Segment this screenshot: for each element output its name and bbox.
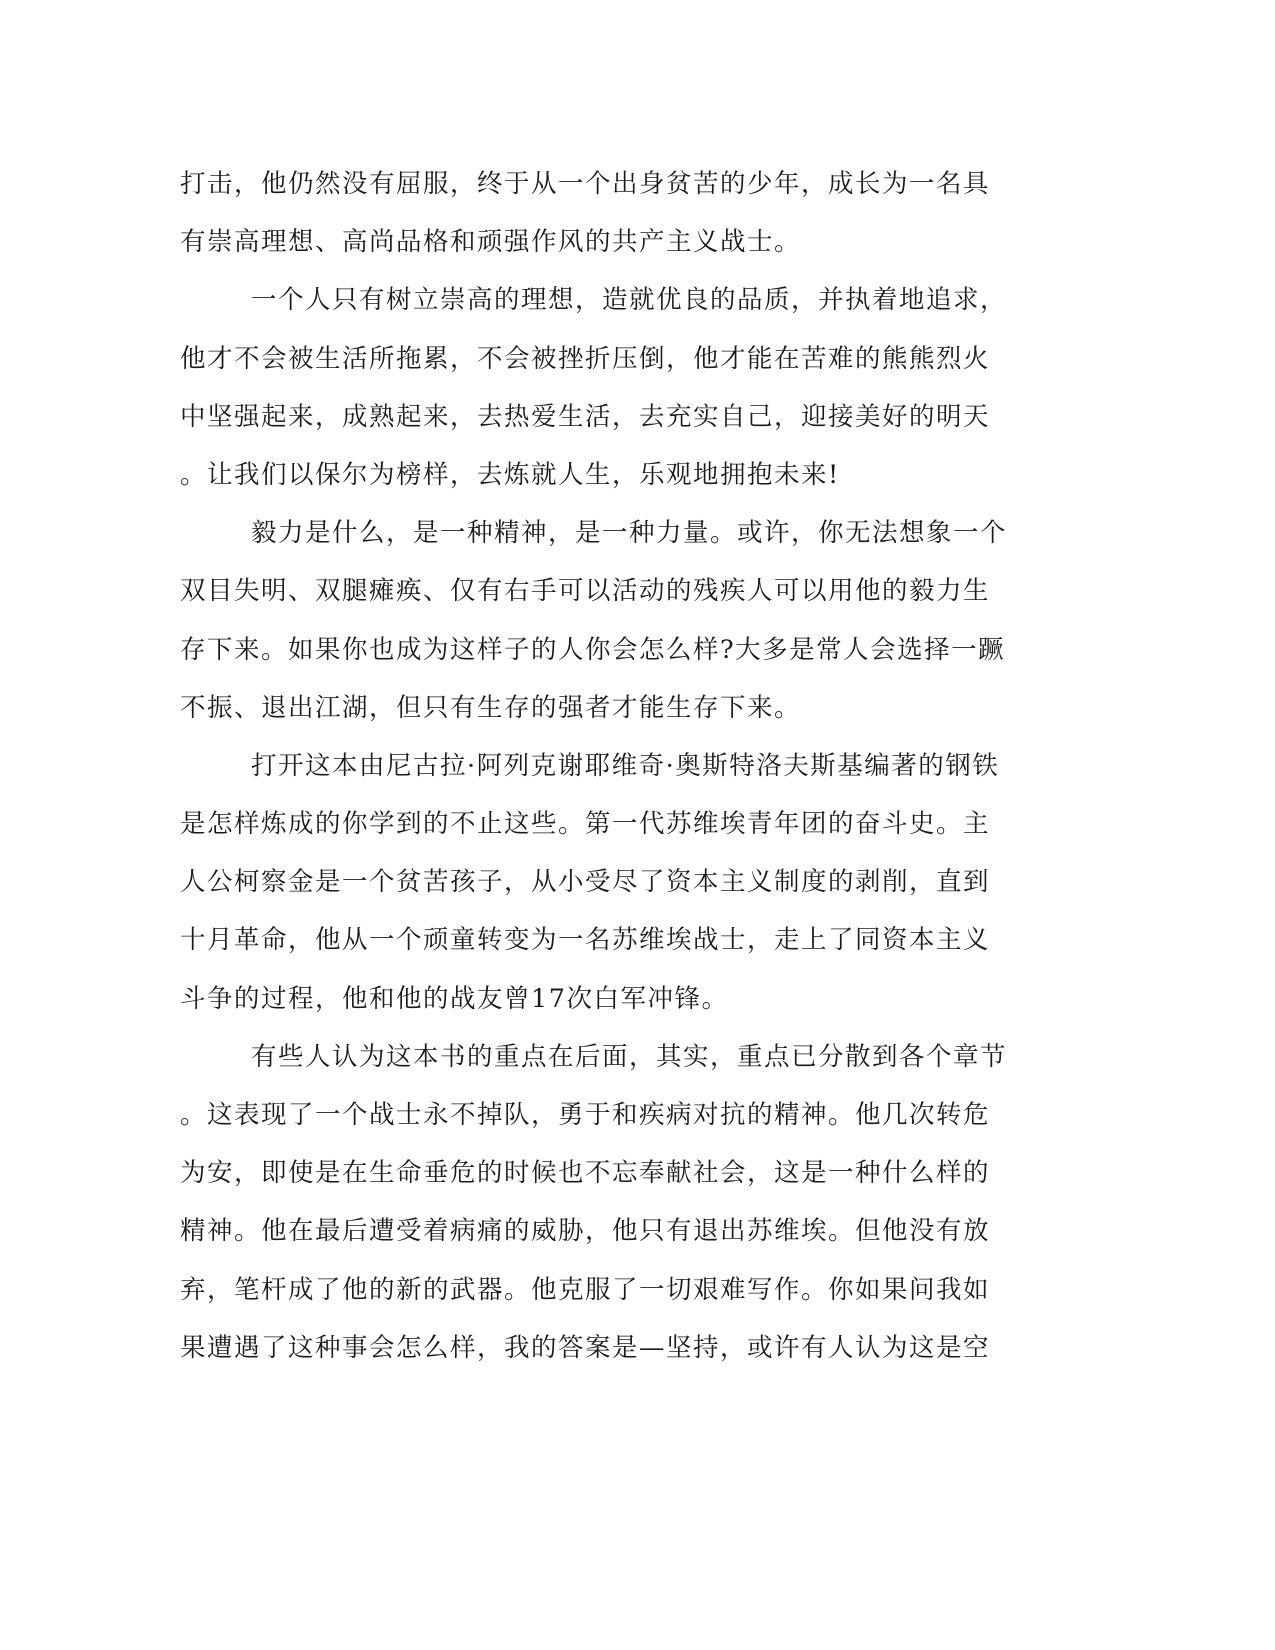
paragraph-start-line: 有些人认为这本书的重点在后面，其实，重点已分散到各个章节 [251, 1041, 1008, 1072]
text-line: 为安，即使是在生命垂危的时候也不忘奉献社会，这是一种什么样的 [180, 1158, 991, 1189]
text-line: 。让我们以保尔为榜样，去炼就人生，乐观地拥抱未来! [180, 459, 840, 490]
text-line: 弃，笔杆成了他的新的武器。他克服了一切艰难写作。你如果问我如 [180, 1274, 991, 1305]
text-line: 果遭遇了这种事会怎么样，我的答案是—坚持，或许有人认为这是空 [180, 1332, 991, 1363]
paragraph-start-line: 一个人只有树立崇高的理想，造就优良的品质，并执着地追求， [251, 285, 1008, 316]
text-line: 存下来。如果你也成为这样子的人你会怎么样?大多是常人会选择一蹶 [180, 634, 1006, 665]
text-line: 精神。他在最后遭受着病痛的威胁，他只有退出苏维埃。但他没有放 [180, 1216, 991, 1247]
text-line: 十月革命，他从一个顽童转变为一名苏维埃战士，走上了同资本主义 [180, 925, 991, 956]
text-line: 打击，他仍然没有屈服，终于从一个出身贫苦的少年，成长为一名具 [180, 169, 991, 199]
text-line: 是怎样炼成的你学到的不止这些。第一代苏维埃青年团的奋斗史。主 [180, 809, 991, 840]
text-line: 中坚强起来，成熟起来，去热爱生活，去充实自己，迎接美好的明天 [180, 401, 991, 432]
text-line: 有崇高理想、高尚品格和顽强作风的共产主义战士。 [180, 227, 802, 258]
paragraph-start-line: 毅力是什么，是一种精神，是一种力量。或许，你无法想象一个 [251, 518, 1008, 549]
text-line: 斗争的过程，他和他的战友曾17次白军冲锋。 [180, 983, 729, 1014]
text-line: 双目失明、双腿瘫痪、仅有右手可以活动的残疾人可以用他的毅力生 [180, 576, 991, 607]
text-line: 人公柯察金是一个贫苦孩子，从小受尽了资本主义制度的剥削，直到 [180, 867, 991, 898]
paragraph-start-line: 打开这本由尼古拉·阿列克谢耶维奇·奥斯特洛夫斯基编著的钢铁 [251, 750, 1000, 781]
text-line: 。这表现了一个战士永不掉队，勇于和疾病对抗的精神。他几次转危 [180, 1100, 991, 1130]
text-line: 他才不会被生活所拖累，不会被挫折压倒，他才能在苦难的熊熊烈火 [180, 343, 991, 374]
text-line: 不振、退出江湖，但只有生存的强者才能生存下来。 [180, 692, 802, 723]
document-body [180, 155, 1030, 1377]
